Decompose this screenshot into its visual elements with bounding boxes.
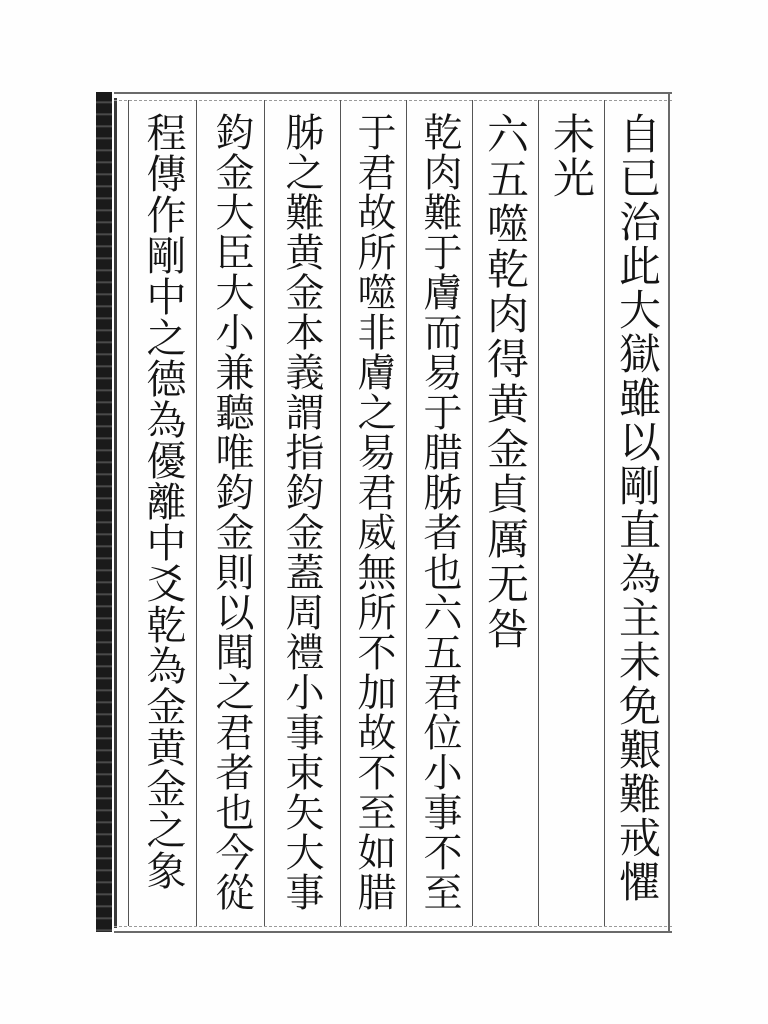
column-divider xyxy=(196,100,197,926)
column-divider xyxy=(128,100,129,926)
top-border xyxy=(114,92,672,101)
text-column-1: 自已治此大獄雖以剛直為主未免艱難戒懼 xyxy=(613,112,662,904)
text-column-8: 程傳作剛中之德為優離中爻乾為金黄金之象 xyxy=(140,112,186,891)
column-divider xyxy=(406,100,407,926)
text-column-7: 鈞金大臣大小兼聽唯鈞金則以聞之君者也今從 xyxy=(209,112,254,912)
column-divider xyxy=(340,100,341,926)
text-column-6: 胏之難黄金本義謂指鈞金蓋周禮小事束矢大事 xyxy=(279,112,324,912)
column-divider xyxy=(472,100,473,926)
binding-line xyxy=(114,98,117,928)
column-divider xyxy=(604,100,605,926)
text-column-5: 于君故所噬非膚之易君威無所不加故不至如腊 xyxy=(351,112,396,912)
text-column-3: 六五噬乾肉得黄金貞厲无咎 xyxy=(481,112,530,652)
text-column-4: 乾肉難于膚而易于腊胏者也六五君位小事不至 xyxy=(417,112,462,912)
column-divider xyxy=(264,100,265,926)
binding-edge xyxy=(96,92,112,932)
text-column-2: 未光 xyxy=(547,112,596,200)
column-divider xyxy=(538,100,539,926)
bottom-border xyxy=(114,926,672,933)
right-border xyxy=(668,92,680,932)
